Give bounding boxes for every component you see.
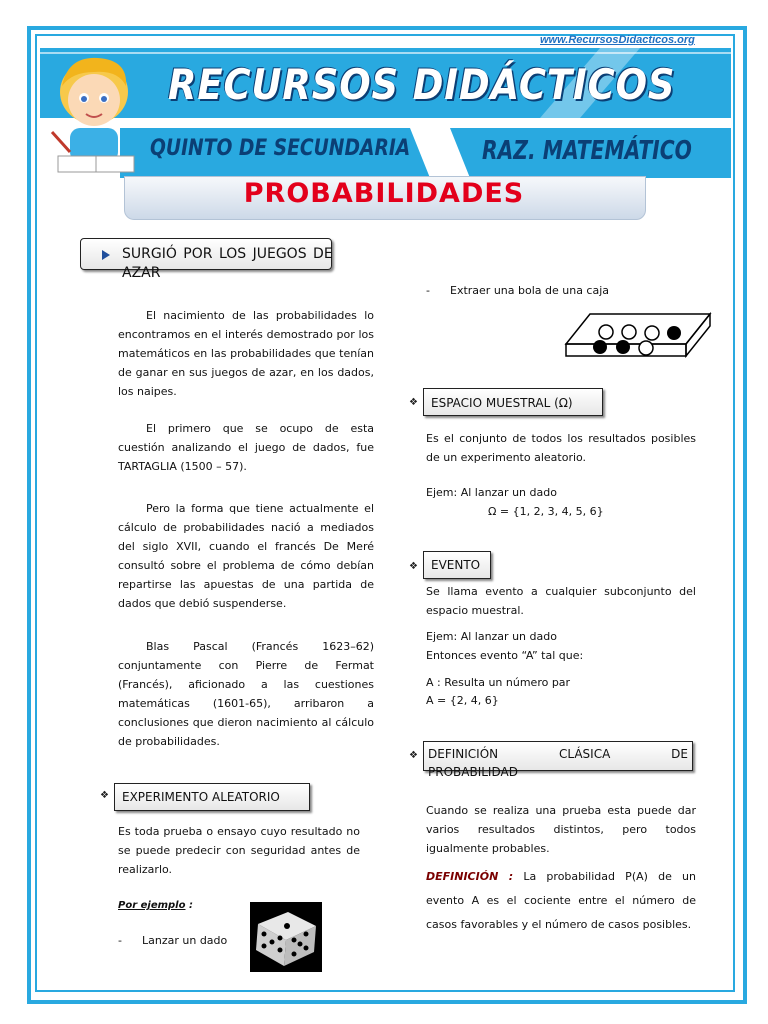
event-a-2: A = {2, 4, 6} (426, 694, 499, 707)
sample-space-text: Es el conjunto de todos los resultados posibles de un experimento aleatorio. (426, 432, 696, 464)
sample-space-example: Ejem: Al lanzar un dado (426, 486, 557, 499)
definition-label: DEFINICIÓN : (426, 870, 514, 883)
page-topic: PROBABILIDADES (243, 178, 525, 209)
definition-text: La probabilidad P(A) de un evento A es el cociente entre el número de casos favorables y el número de casos posibles. (426, 870, 696, 931)
dice-image (250, 902, 322, 972)
diamond-bullet-icon: ❖ (409, 561, 418, 572)
event-text: Se llama evento a cualquier subconjunto del espacio muestral. (426, 585, 696, 617)
ball-box-illustration (560, 310, 716, 372)
paragraph-1: El nacimiento de las probabilidades lo encontramos en el interés demostrado por los matemáticos en las probabilidades que tenían de ganar en sus juegos de azar, en los dados, los naipes. (118, 309, 374, 398)
dash-bullet-2: - (426, 284, 430, 297)
sample-space-set: Ω = {1, 2, 3, 4, 5, 6} (488, 505, 604, 518)
definition-intro: Cuando se realiza una prueba esta puede dar varios resultados distintos, pero todos igualmente probables. (426, 804, 696, 855)
event-example-2: Entonces evento “A” tal que: (426, 649, 584, 662)
definition-heading: DEFINICIÓN CLÁSICA DE PROBABILIDAD (428, 747, 688, 779)
sample-space-heading: ESPACIO MUESTRAL (Ω) (431, 396, 573, 410)
diamond-bullet-icon: ❖ (409, 397, 418, 408)
experiment-heading: EXPERIMENTO ALEATORIO (122, 790, 280, 804)
subject-label: RAZ. MATEMÁTICO (482, 136, 692, 166)
paragraph-2: El primero que se ocupo de esta cuestión analizando el juego de dados, fue TARTAGLIA (1500 – 57). (118, 422, 374, 473)
student-illustration (48, 52, 140, 180)
paragraph-3: Pero la forma que tiene actualmente el cálculo de probabilidades nació a mediados del siglo XVII, cuando el francés De Meré consultó sobre el problema de cómo debían repartirse las apuestas de una partida de dados que debió suspenderse. (118, 502, 374, 610)
paragraph-4: Blas Pascal (Francés 1623–62) conjuntamente con Pierre de Fermat (Francés), aficionado a las cuestiones matemáticas (1601-65), arribaron a conclusiones que dieron nacimiento al cálculo de probabilidades. (118, 640, 374, 748)
diamond-bullet-icon: ❖ (409, 750, 418, 761)
diamond-bullet-icon: ❖ (100, 790, 109, 801)
event-a-1: A : Resulta un número par (426, 676, 571, 689)
event-example-1: Ejem: Al lanzar un dado (426, 630, 557, 643)
example-dice-text: Lanzar un dado (142, 934, 228, 947)
site-url[interactable]: www.RecursosDidacticos.org (540, 34, 695, 46)
origin-heading: SURGIÓ POR LOS JUEGOS DE AZAR (122, 246, 333, 281)
experiment-text: Es toda prueba o ensayo cuyo resultado no se puede predecir con seguridad antes de realizarlo. (118, 825, 360, 876)
definition-body (426, 865, 696, 937)
example-label: Por ejemplo : (118, 900, 193, 911)
event-heading: EVENTO (431, 558, 481, 572)
triangle-arrow-icon (102, 250, 110, 260)
grade-label: QUINTO DE SECUNDARIA (150, 136, 411, 161)
banner-title: RECURSOS DIDÁCTICOS (168, 60, 676, 109)
dash-bullet: - (118, 934, 122, 947)
example-ball-text: Extraer una bola de una caja (450, 284, 610, 297)
